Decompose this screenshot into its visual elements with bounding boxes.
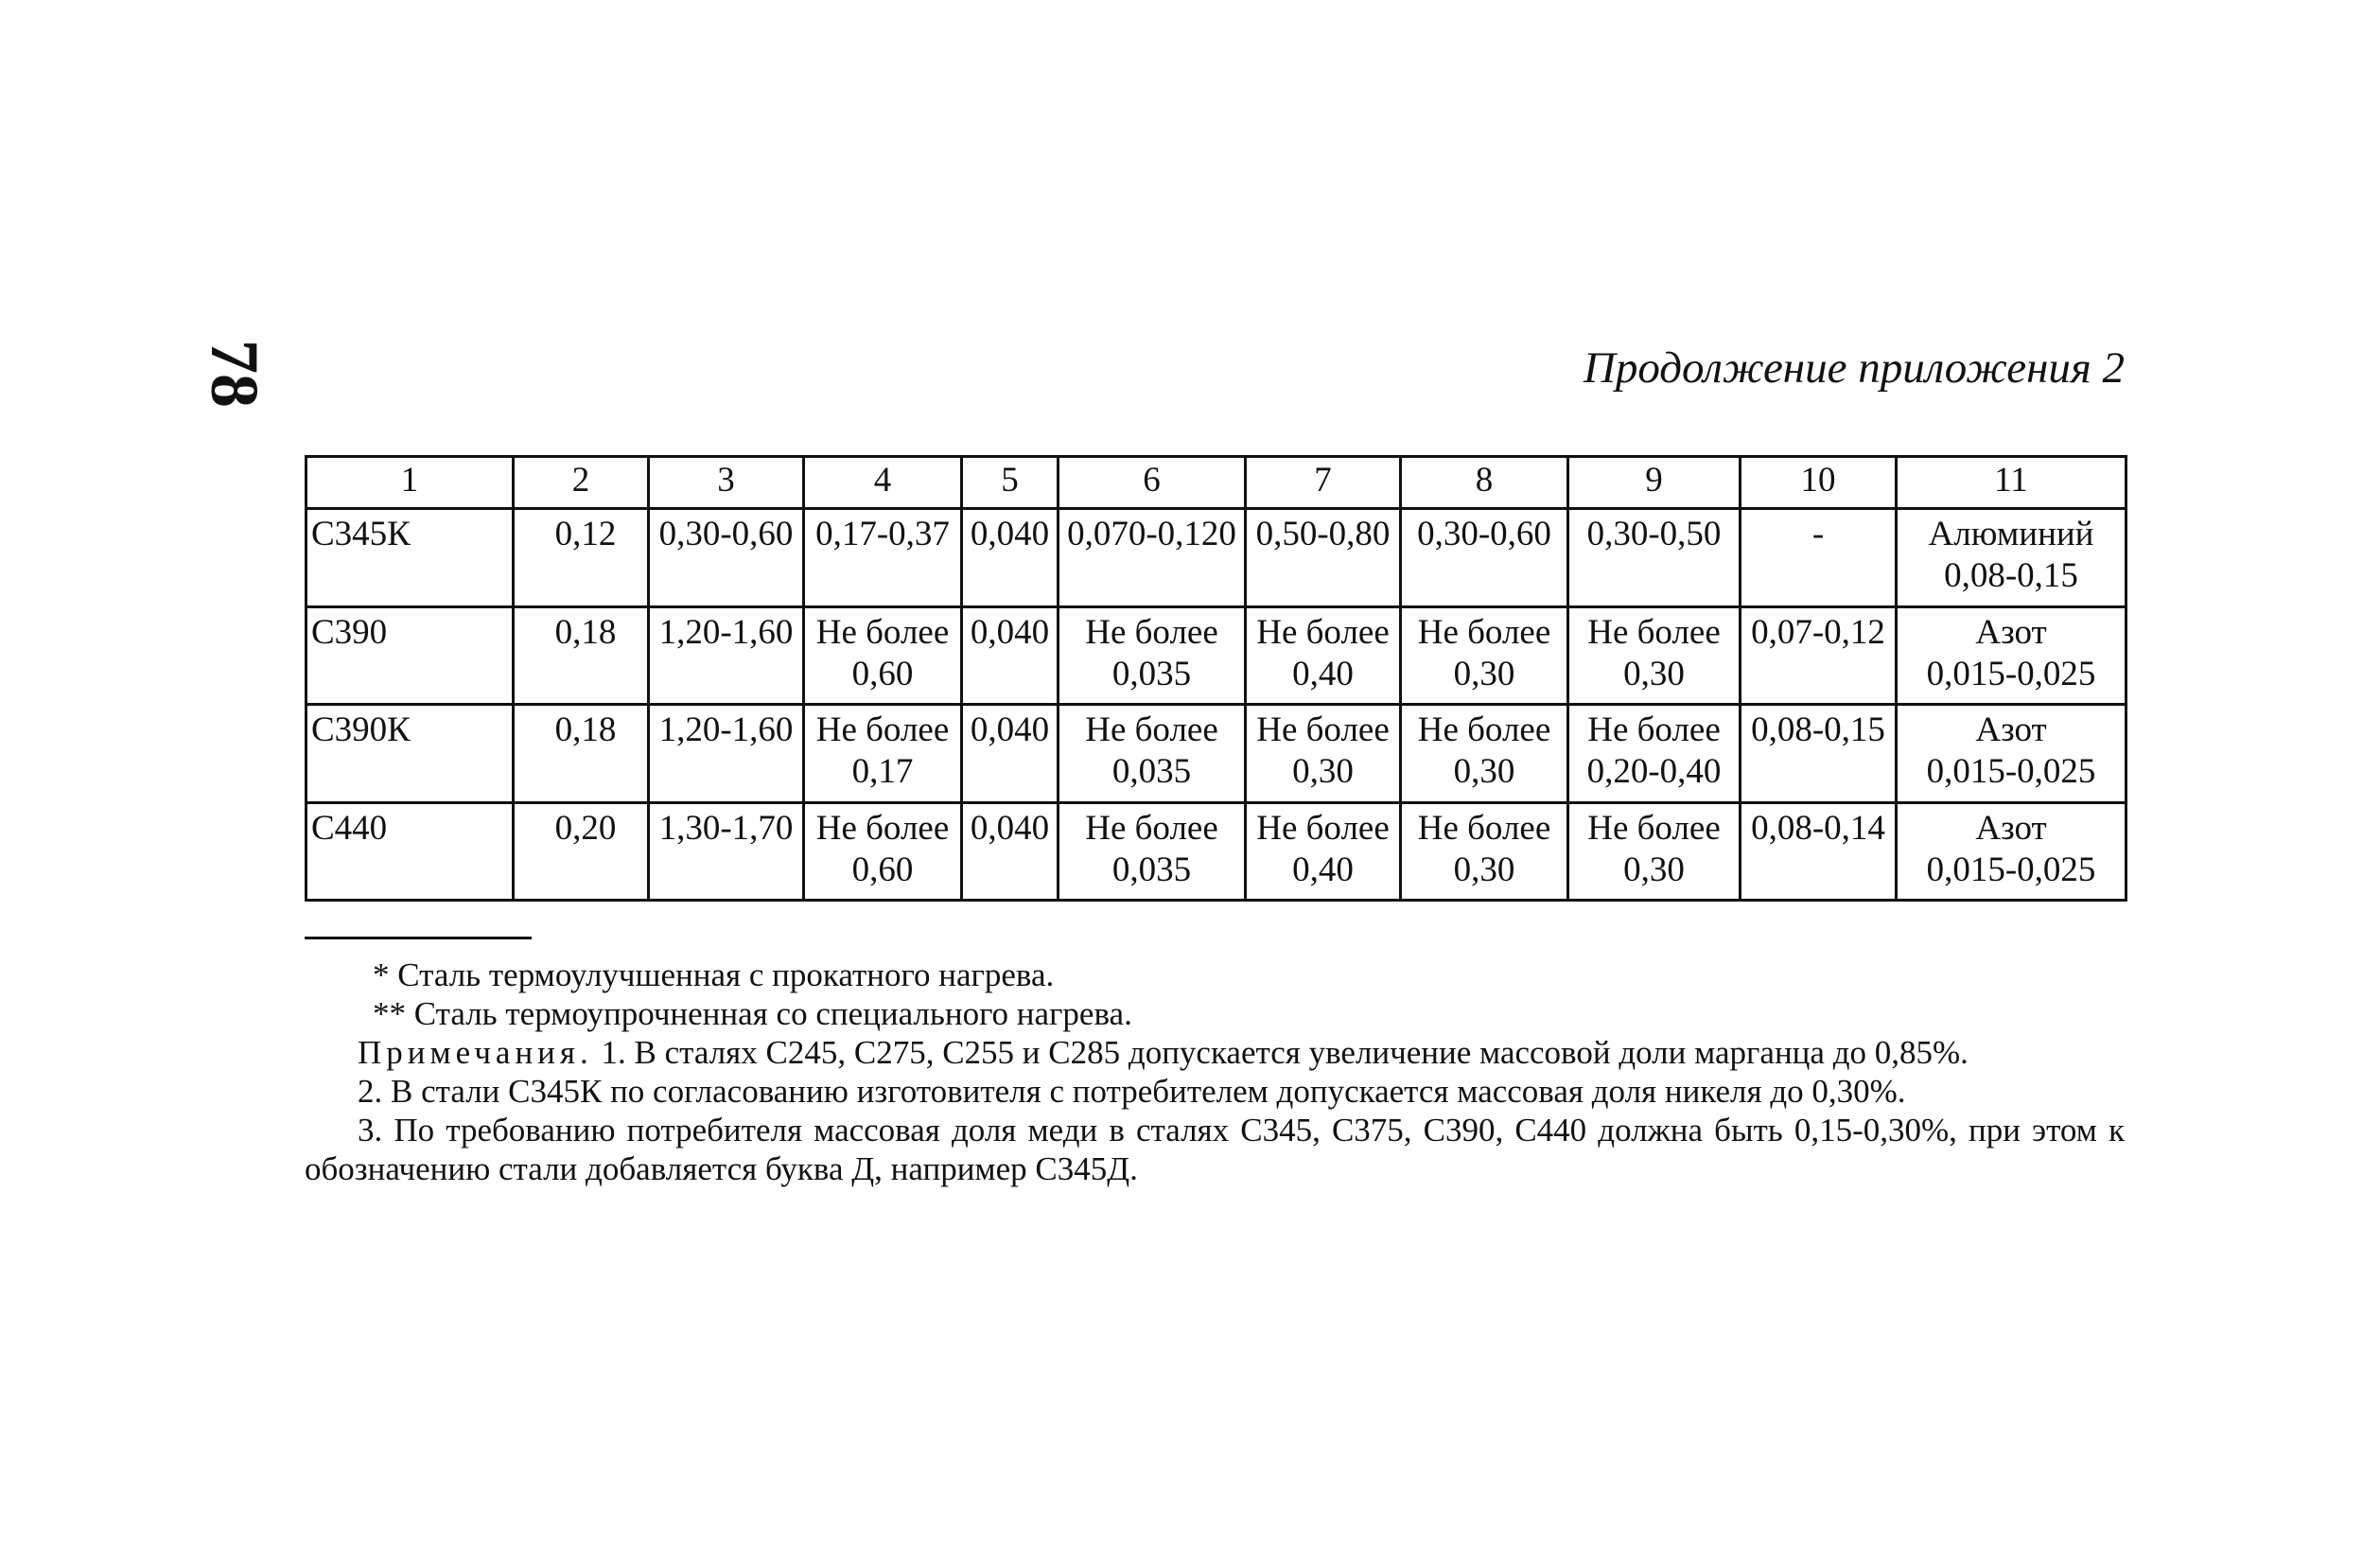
table-cell: Не более 0,60 xyxy=(804,802,962,901)
table-cell: Азот 0,015-0,025 xyxy=(1897,705,2126,803)
steel-grade-cell: С390К xyxy=(306,705,514,803)
table-row xyxy=(306,802,2126,901)
column-number: 9 xyxy=(1568,457,1741,509)
table-cell: Не более 0,035 xyxy=(1059,606,1246,705)
column-number: 3 xyxy=(649,457,804,509)
steel-grade-cell: С440 xyxy=(306,802,514,901)
table-cell: 0,12 xyxy=(514,509,649,607)
table-cell: Не более 0,17 xyxy=(804,705,962,803)
table-cell: 1,20-1,60 xyxy=(649,705,804,803)
footnote-thermally-improved: * Сталь термоулучшенная с прокатного нагрева. xyxy=(373,956,1055,993)
footnote-thermally-hardened: ** Сталь термоупрочненная со специального нагрева. xyxy=(373,995,1132,1032)
table-cell: 0,18 xyxy=(514,606,649,705)
footnote-divider xyxy=(305,937,532,939)
table-cell: Не более 0,035 xyxy=(1059,705,1246,803)
table-cell: Не более 0,30 xyxy=(1401,606,1568,705)
table-cell: 0,20 xyxy=(514,802,649,901)
column-number: 2 xyxy=(514,457,649,509)
table-cell: Азот 0,015-0,025 xyxy=(1897,606,2126,705)
table-cell: 0,08-0,14 xyxy=(1741,802,1897,901)
table-cell: Не более 0,40 xyxy=(1246,802,1401,901)
note-1-text: 1. В сталях С245, С275, С255 и С285 допускается увеличение массовой доли марганца до 0,85%. xyxy=(601,1034,1969,1071)
table-cell: 0,040 xyxy=(962,606,1059,705)
table-cell: Не более 0,30 xyxy=(1568,802,1741,901)
table-cell: 0,040 xyxy=(962,705,1059,803)
table-cell: Алюминий 0,08-0,15 xyxy=(1897,509,2126,607)
table-cell: 0,17-0,37 xyxy=(804,509,962,607)
page-number: 78 xyxy=(197,340,273,408)
table-cell: Не более 0,30 xyxy=(1246,705,1401,803)
column-number: 7 xyxy=(1246,457,1401,509)
table-cell: Не более 0,035 xyxy=(1059,802,1246,901)
table-cell: 1,30-1,70 xyxy=(649,802,804,901)
notes-section xyxy=(305,956,2125,1188)
table-cell: Не более 0,60 xyxy=(804,606,962,705)
table-cell: Не более 0,20-0,40 xyxy=(1568,705,1741,803)
table-cell: 0,30-0,60 xyxy=(649,509,804,607)
table-cell: 0,070-0,120 xyxy=(1059,509,1246,607)
column-number: 10 xyxy=(1741,457,1897,509)
notes-title: Примечания. xyxy=(358,1034,593,1071)
table-row xyxy=(306,705,2126,803)
table-cell: 0,30-0,50 xyxy=(1568,509,1741,607)
column-number: 4 xyxy=(804,457,962,509)
table-cell: 0,50-0,80 xyxy=(1246,509,1401,607)
column-number: 11 xyxy=(1897,457,2126,509)
table-row xyxy=(306,509,2126,607)
table-cell: 0,08-0,15 xyxy=(1741,705,1897,803)
note-3: 3. По требованию потребителя массовая доля меди в сталях С345, С375, С390, С440 должна быть 0,15-0,30%, при этом к обозначению стали добавляется буква Д, например С345Д. xyxy=(305,1112,2125,1187)
table-cell: 0,18 xyxy=(514,705,649,803)
note-1 xyxy=(305,1033,2125,1072)
table-cell: Не более 0,30 xyxy=(1401,802,1568,901)
column-number: 5 xyxy=(962,457,1059,509)
table-cell: Не более 0,30 xyxy=(1401,705,1568,803)
note-2: 2. В стали С345К по согласованию изготовителя с потребителем допускается массовая доля никеля до 0,30%. xyxy=(358,1073,1906,1110)
steel-grade-cell: С345К xyxy=(306,509,514,607)
table-cell: 0,30-0,60 xyxy=(1401,509,1568,607)
table-header-row xyxy=(306,457,2126,509)
table-cell: - xyxy=(1741,509,1897,607)
table-cell: 0,040 xyxy=(962,802,1059,901)
table-cell: Не более 0,40 xyxy=(1246,606,1401,705)
table-row xyxy=(306,606,2126,705)
table-cell: 1,20-1,60 xyxy=(649,606,804,705)
column-number: 6 xyxy=(1059,457,1246,509)
table-cell: 0,040 xyxy=(962,509,1059,607)
steel-composition-table xyxy=(305,455,2127,902)
table-cell: 0,07-0,12 xyxy=(1741,606,1897,705)
table-cell: Не более 0,30 xyxy=(1568,606,1741,705)
steel-grade-cell: С390 xyxy=(306,606,514,705)
column-number: 1 xyxy=(306,457,514,509)
column-number: 8 xyxy=(1401,457,1568,509)
table-cell: Азот 0,015-0,025 xyxy=(1897,802,2126,901)
appendix-heading: Продолжение приложения 2 xyxy=(1583,343,2125,393)
